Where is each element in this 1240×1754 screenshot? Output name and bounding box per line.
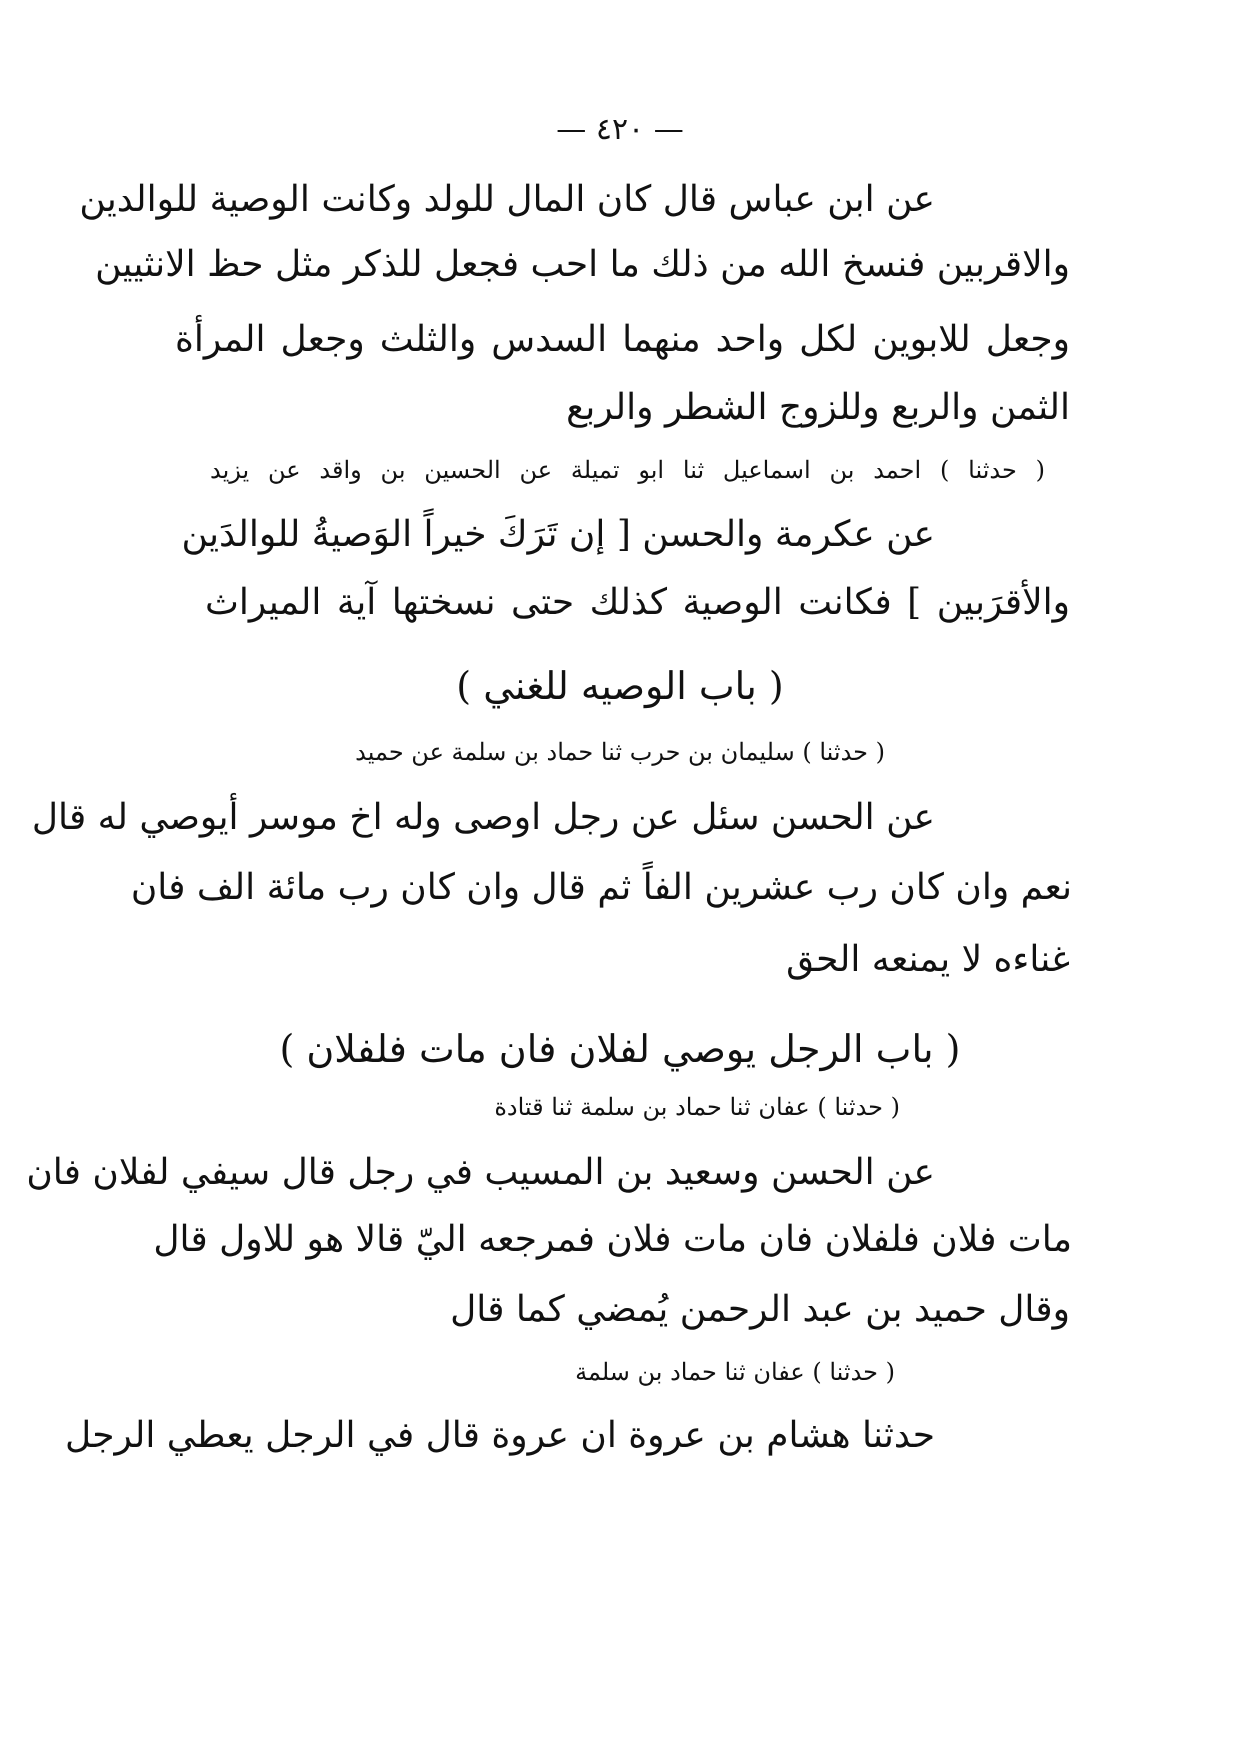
text-line: نعم وان كان رب عشرين الفاً ثم قال وان كان رب مائة الف فان — [130, 867, 1072, 908]
text-line: الثمن والربع وللزوج الشطر والربع — [566, 387, 1070, 428]
text-line: عن ابن عباس قال كان المال للولد وكانت الوصية للوالدين — [79, 179, 935, 220]
text-line: والأقرَبين ] فكانت الوصية كذلك حتى نسختها آية الميراث — [205, 582, 1070, 623]
text-line: غناءه لا يمنعه الحق — [786, 939, 1070, 980]
text-line: عن عكرمة والحسن [ إن تَرَكَ خيراً الوَصيةُ للوالدَين — [181, 514, 935, 555]
isnad-line: ( حدثنا ) سليمان بن حرب ثنا حماد بن سلمة عن حميد — [355, 738, 885, 766]
section-heading: ( باب الوصيه للغني ) — [456, 664, 784, 708]
isnad-line: ( حدثنا ) احمد بن اسماعيل ثنا ابو تميلة عن الحسين بن واقد عن يزيد — [210, 456, 1045, 484]
section-heading: ( باب الرجل يوصي لفلان فان مات فلفلان ) — [279, 1027, 961, 1071]
page-number: — ٤٢٠ — — [556, 112, 684, 147]
isnad-line: ( حدثنا ) عفان ثنا حماد بن سلمة — [575, 1358, 895, 1386]
isnad-line: ( حدثنا ) عفان ثنا حماد بن سلمة ثنا قتادة — [494, 1093, 900, 1121]
text-line: حدثنا هشام بن عروة ان عروة قال في الرجل يعطي الرجل — [64, 1415, 935, 1456]
text-line: عن الحسن سئل عن رجل اوصى وله اخ موسر أيوصي له قال — [31, 797, 935, 838]
text-line: والاقربين فنسخ الله من ذلك ما احب فجعل للذكر مثل حظ الانثيين — [95, 244, 1070, 285]
text-line: وجعل للابوين لكل واحد منهما السدس والثلث وجعل المرأة — [175, 319, 1070, 360]
text-line: وقال حميد بن عبد الرحمن يُمضي كما قال — [450, 1289, 1070, 1330]
text-line: مات فلان فلفلان فان مات فلان فمرجعه اليّ قالا هو للاول قال — [153, 1219, 1072, 1260]
text-line: عن الحسن وسعيد بن المسيب في رجل قال سيفي لفلان فان — [26, 1152, 935, 1193]
